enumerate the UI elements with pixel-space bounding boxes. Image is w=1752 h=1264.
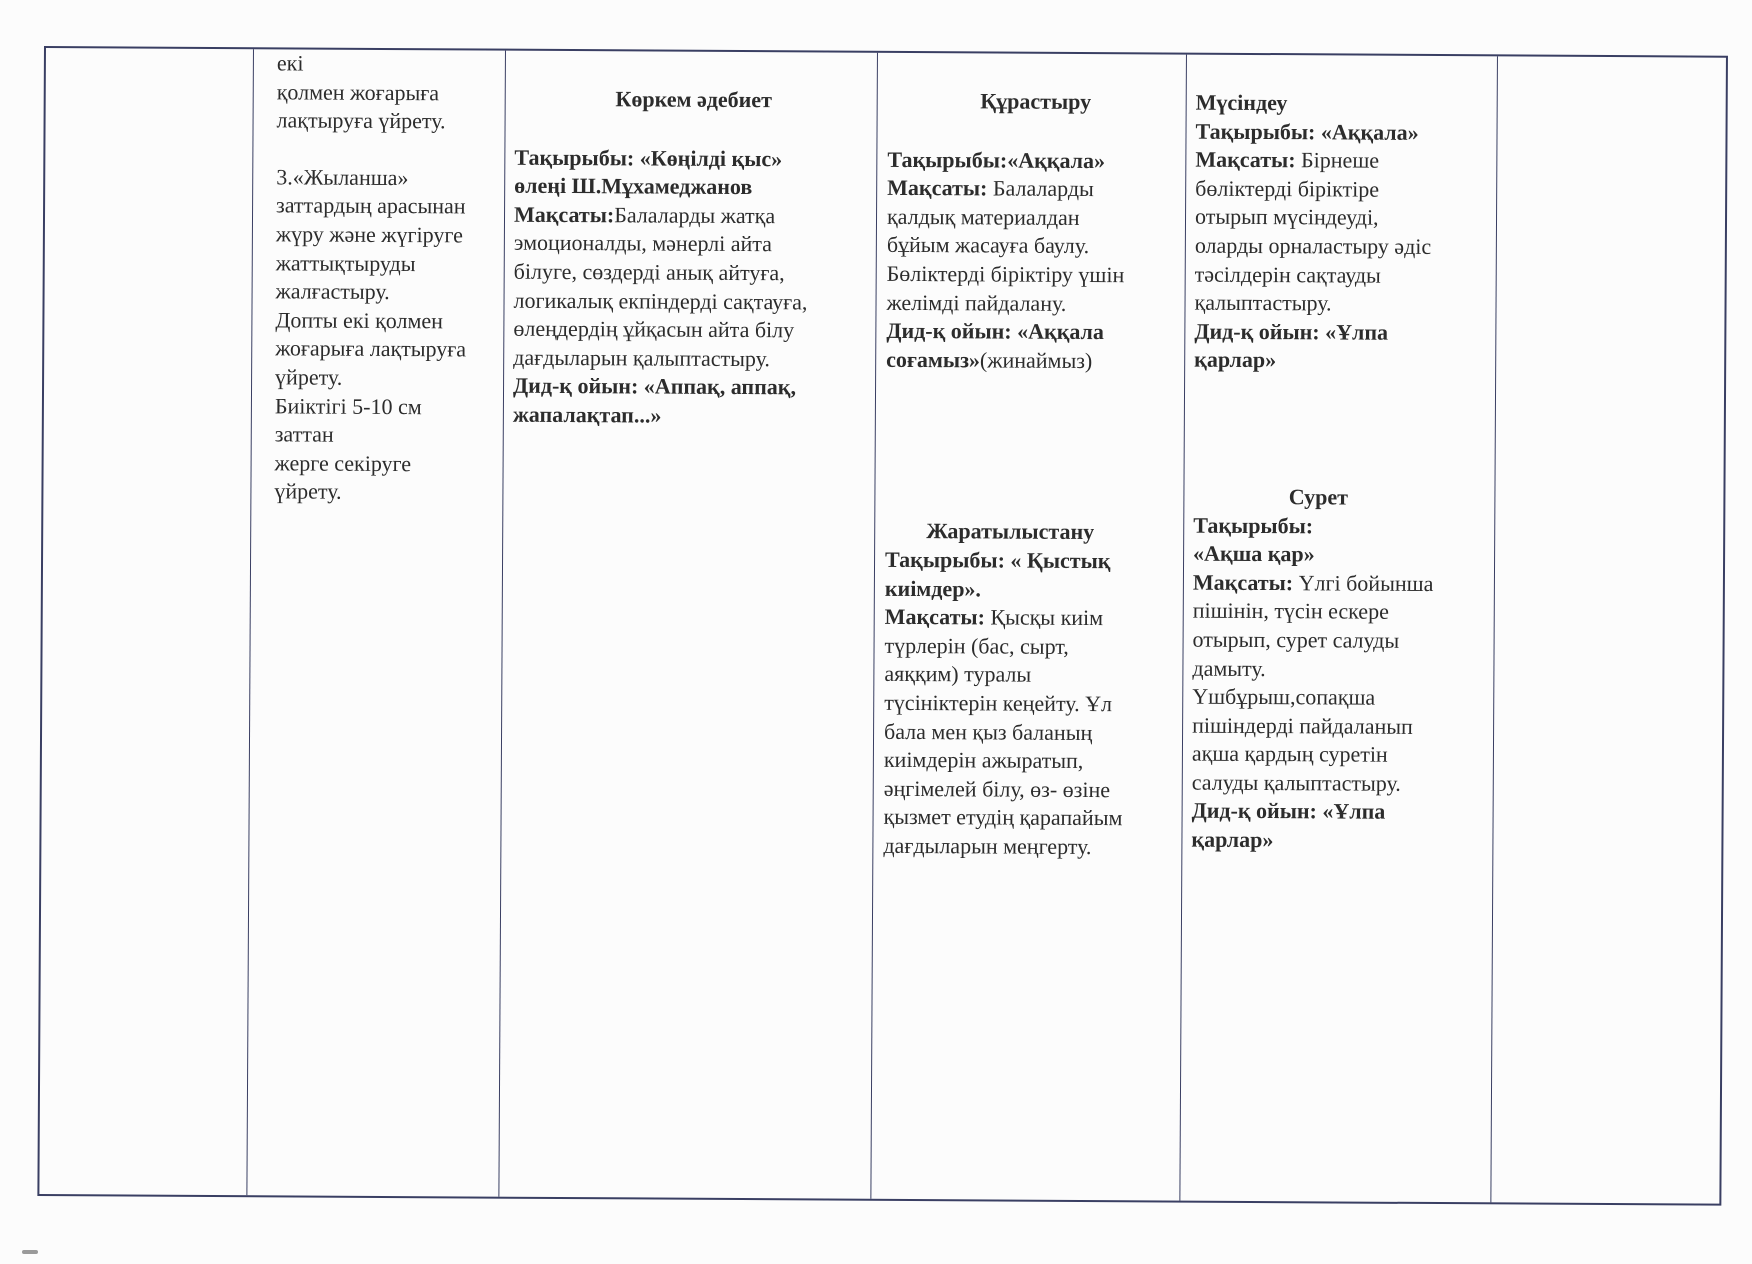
- goal-text: Бірнеше: [1295, 147, 1380, 173]
- text-line: қолмен жоғарыға: [276, 78, 440, 105]
- subject-title: Көркем әдебиет: [615, 86, 773, 113]
- subject-title: Мүсіндеу: [1195, 89, 1288, 116]
- subject-title: Құрастыру: [980, 88, 1092, 115]
- cell-literature: [513, 85, 873, 432]
- goal-line: бұйым жасауға баулу.: [886, 232, 1090, 259]
- topic-line: киімдер».: [884, 575, 982, 601]
- goal-line: эмоционалды, мәнерлі айта: [513, 230, 773, 257]
- text-line: жүру және жүгіруге: [275, 221, 463, 248]
- goal-line: бала мен қыз баланың: [883, 718, 1093, 745]
- goal-line: оларды орналастыру әдіс: [1194, 232, 1432, 259]
- goal-line: тәсілдерін сақтауды: [1194, 261, 1381, 288]
- goal-line: киімдерін ажыратып,: [883, 746, 1084, 774]
- goal-line: дағдыларын қалыптастыру.: [513, 344, 771, 371]
- goal-label: Мақсаты:: [513, 201, 615, 228]
- goal-line: пішіндерді пайдаланып: [1192, 712, 1413, 739]
- goal-line: отырып, сурет салуды: [1192, 626, 1400, 653]
- text-line: Допты екі қолмен: [275, 307, 444, 334]
- subject-title: Жаратылыстану: [926, 518, 1095, 545]
- cell-modeling-drawing: [1191, 89, 1493, 856]
- column-divider-1: [246, 49, 254, 1195]
- goal-line: салуды қалыптастыру.: [1191, 769, 1401, 796]
- topic-line: «Ақша қар»: [1193, 540, 1315, 567]
- goal-line: білуге, сөздерді анық айтуға,: [513, 258, 785, 286]
- text-line: 3.«Жыланша»: [276, 164, 409, 190]
- cell-physical-exercises: [274, 49, 499, 507]
- game-line: жапалақтап...»: [512, 401, 662, 428]
- goal-line: түрлерін (бас, сырт,: [884, 632, 1069, 659]
- goal-line: Үшбұрыш,сопақша: [1192, 683, 1376, 710]
- goal-label: Мақсаты:: [1192, 569, 1294, 595]
- spacer: [514, 113, 872, 145]
- goal-line: Бөліктерді біріктіру үшін: [886, 260, 1125, 288]
- goal-line: дағдыларын меңгерту.: [883, 832, 1092, 859]
- column-divider-2: [498, 51, 506, 1197]
- text-line: жерге секіруге: [274, 450, 412, 476]
- cell-construction-science: [883, 87, 1183, 862]
- game-line: Дид-қ ойын: «Ұлпа: [1194, 318, 1389, 345]
- goal-line: [885, 603, 1181, 633]
- goal-line: [1193, 568, 1491, 598]
- topic-line: Тақырыбы: «Көңілді қыс»: [514, 144, 783, 171]
- text-line: лақтыруға үйрету.: [276, 107, 446, 134]
- text-line: екі: [276, 50, 304, 76]
- goal-line: түсініктерін кеңейту. Ұл: [884, 689, 1113, 717]
- goal-text: Қысқы киім: [984, 604, 1104, 631]
- cell-col1-empty: [46, 48, 252, 49]
- text-line: жалғастыру.: [275, 278, 390, 305]
- goal-line: [887, 174, 1183, 204]
- goal-label: Мақсаты:: [884, 603, 986, 630]
- goal-line: ақша қардың суретін: [1191, 740, 1388, 768]
- text-line: заттан: [274, 421, 334, 447]
- scan-mark: [22, 1250, 38, 1254]
- goal-line: [514, 200, 872, 231]
- goal-line: логикалық екпіндерді сақтауға,: [513, 287, 808, 314]
- topic-line: Тақырыбы: «Аққала»: [1195, 118, 1419, 145]
- spacer: [276, 135, 498, 164]
- goal-line: қызмет етудің қарапайым: [883, 804, 1123, 831]
- goal-line: [1195, 146, 1493, 176]
- game-line: Дид-қ ойын: «Ұлпа: [1191, 798, 1386, 825]
- goal-line: бөліктерді біріктіре: [1195, 175, 1380, 202]
- cell-col6-empty: [1498, 56, 1726, 57]
- goal-label: Мақсаты:: [887, 175, 988, 201]
- spacer: [1194, 375, 1493, 485]
- game-line: қарлар»: [1194, 346, 1277, 373]
- goal-line: отырып мүсіндеуді,: [1194, 204, 1379, 231]
- text-line: үйрету.: [275, 364, 343, 390]
- game-line: Дид-қ ойын: «Аппақ, аппақ,: [512, 373, 797, 400]
- goal-text: Үлгі бойынша: [1293, 569, 1434, 596]
- game-line: [886, 346, 1182, 376]
- goal-line: әңгімелей білу, өз- өзіне: [883, 775, 1111, 802]
- topic-line: Тақырыбы:: [1193, 512, 1314, 538]
- text-line: үйрету.: [274, 478, 342, 505]
- text-line: жоғарыға лақтыруға: [275, 335, 467, 362]
- goal-label: Мақсаты:: [1195, 146, 1296, 173]
- goal-line: аяққим) туралы: [884, 661, 1032, 688]
- spacer: [885, 374, 1182, 519]
- game-line: қарлар»: [1191, 826, 1274, 853]
- game-line: Дид-қ ойын: «Аққала: [886, 318, 1105, 345]
- game-text: (жинаймыз): [979, 347, 1093, 373]
- topic-line: Тақырыбы: « Қыстық: [884, 546, 1111, 574]
- text-line: жаттықтыруды: [275, 249, 416, 276]
- text-line: Биіктігі 5-10 см: [274, 392, 422, 419]
- spacer: [887, 115, 1183, 147]
- goal-line: дамыту.: [1192, 655, 1266, 681]
- topic-line: Тақырыбы:«Аққала»: [887, 146, 1106, 173]
- goal-line: қалдық материалдан: [886, 203, 1080, 230]
- goal-text: Балаларды: [987, 175, 1094, 202]
- text-line: заттардың арасынан: [276, 192, 466, 219]
- goal-line: өлеңдердің ұйқасын айта білу: [513, 315, 795, 343]
- goal-line: пішінін, түсін ескере: [1192, 597, 1389, 625]
- goal-text: Балаларды жатқа: [614, 202, 776, 228]
- subject-title: Сурет: [1288, 484, 1349, 510]
- topic-line: өлеңі Ш.Мұхамеджанов: [514, 172, 753, 200]
- lesson-plan-table: [37, 46, 1728, 1206]
- game-text-bold: соғамыз»: [886, 346, 981, 373]
- goal-line: желімді пайдалану.: [886, 289, 1067, 316]
- goal-line: қалыптастыру.: [1194, 289, 1332, 316]
